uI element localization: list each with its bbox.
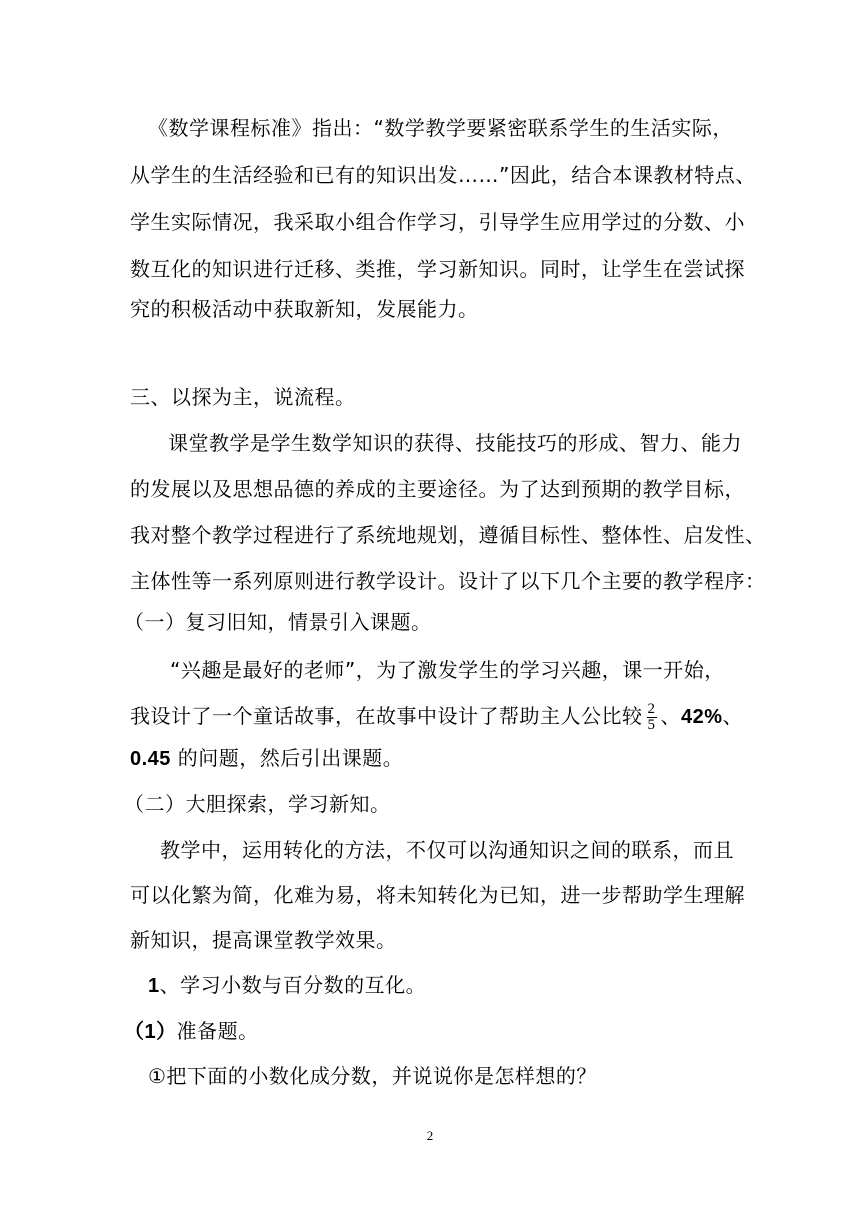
paragraph-line: 数互化的知识进行迁移、类推，学习新知识。同时，让学生在尝试探 [130,257,745,281]
percent-value: 42% [681,706,723,728]
paragraph-line: 究的积极活动中获取新知，发展能力。 [130,297,479,321]
question-line: ①把下面的小数化成分数，并说说你是怎样想的？ [148,1064,597,1088]
text-segment: 、 [660,704,681,728]
paragraph-line: 新知识，提高课堂教学效果。 [130,928,397,952]
paragraph-line: 我对整个教学过程进行了系统地规划，遵循目标性、整体性、启发性、 [130,523,766,547]
paragraph-line: 的发展以及思想品德的养成的主要途径。为了达到预期的教学目标， [130,477,745,501]
list-item [124,1019,259,1044]
paragraph-line: 从学生的生活经验和已有的知识出发……”因此，结合本课教材特点、 [130,163,756,187]
paragraph-line: 学生实际情况，我采取小组合作学习，引导学生应用学过的分数、小 [130,210,745,234]
page-number: 2 [426,1128,434,1143]
paragraph-line-with-fraction [130,702,743,733]
fraction [647,702,657,733]
list-item-number: 1 [148,975,160,997]
list-item-text: 准备题。 [176,1019,259,1043]
fraction-denominator: 5 [647,717,656,733]
text-segment: 的问题，然后引出课题。 [170,746,404,770]
paragraph-line: 教学中，运用转化的方法，不仅可以沟通知识之间的联系，而且 [160,838,734,862]
list-item [148,973,426,998]
decimal-value: 0.45 [130,748,171,770]
subsection-heading: （一）复习旧知，情景引入课题。 [124,610,432,634]
text-segment: 我设计了一个童话故事，在故事中设计了帮助主人公比较 [130,704,643,728]
paragraph-line: 《数学课程标准》指出：“数学教学要紧密联系学生的生活实际， [148,116,733,140]
paragraph-line: 主体性等一系列原则进行教学设计。设计了以下几个主要的教学程序： [130,569,766,593]
paragraph-line: 课堂教学是学生数学知识的获得、技能技巧的形成、智力、能力 [168,431,742,455]
subsection-heading: （二）大胆探索，学习新知。 [124,792,391,816]
section-heading: 三、以探为主，说流程。 [130,385,356,409]
text-segment: 、 [722,704,744,728]
list-item-text: 、学习小数与百分数的互化。 [159,973,427,997]
list-item-number: （1） [124,1021,177,1043]
paragraph-line [130,746,403,771]
paragraph-line: 可以化繁为简，化难为易，将未知转化为已知，进一步帮助学生理解 [130,883,745,907]
fraction-numerator: 2 [647,701,656,717]
paragraph-line: “兴趣是最好的老师”，为了激发学生的学习兴趣，课一开始， [170,658,725,682]
